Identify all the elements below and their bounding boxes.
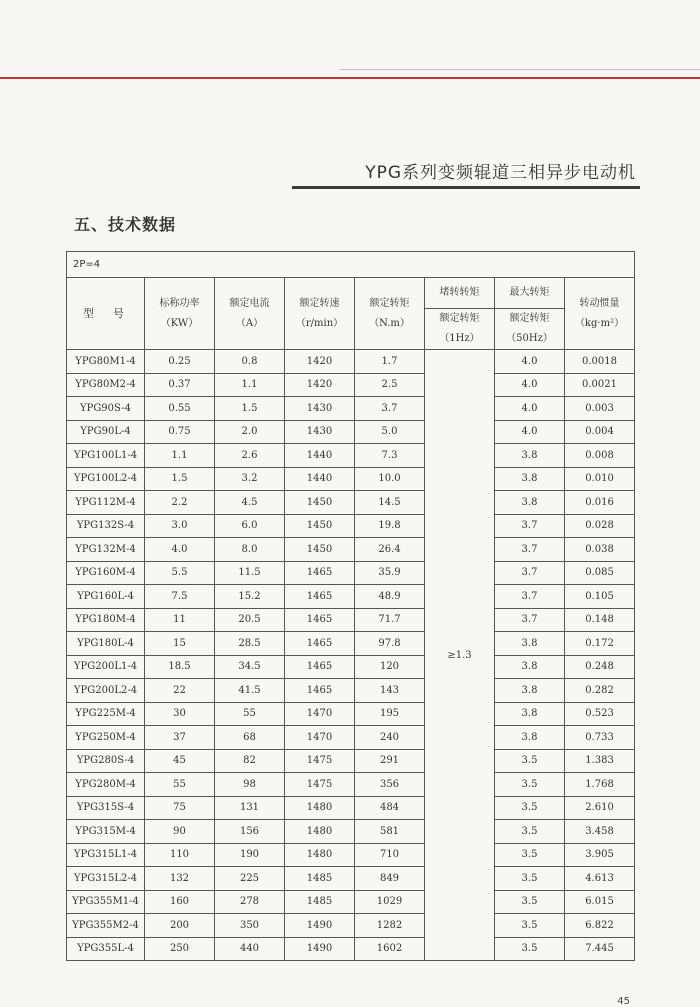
cell-current: 20.5 <box>215 608 285 632</box>
cell-model: YPG315M-4 <box>67 820 145 844</box>
cell-model: YPG90L-4 <box>67 420 145 444</box>
cell-speed: 1465 <box>285 655 355 679</box>
cell-max-torque: 3.5 <box>495 890 565 914</box>
table-row <box>67 561 635 585</box>
cell-power: 1.1 <box>145 444 215 468</box>
cell-model: YPG160L-4 <box>67 585 145 609</box>
table-row <box>67 491 635 515</box>
cell-inertia: 0.282 <box>565 679 635 703</box>
cell-current: 190 <box>215 843 285 867</box>
cell-torque: 710 <box>355 843 425 867</box>
cell-max-torque: 4.0 <box>495 420 565 444</box>
cell-power: 30 <box>145 702 215 726</box>
cell-speed: 1480 <box>285 820 355 844</box>
cell-power: 11 <box>145 608 215 632</box>
cell-inertia: 0.148 <box>565 608 635 632</box>
cell-speed: 1480 <box>285 796 355 820</box>
table-row <box>67 420 635 444</box>
cell-current: 278 <box>215 890 285 914</box>
cell-max-torque: 3.7 <box>495 608 565 632</box>
cell-max-torque: 3.8 <box>495 632 565 656</box>
section-heading: 五、技术数据 <box>74 215 177 234</box>
col-header-speed-unit: （r/min） <box>295 317 344 329</box>
table-row <box>67 585 635 609</box>
cell-current: 350 <box>215 914 285 938</box>
cell-current: 15.2 <box>215 585 285 609</box>
cell-inertia: 0.008 <box>565 444 635 468</box>
cell-power: 45 <box>145 749 215 773</box>
cell-torque: 1602 <box>355 937 425 961</box>
cell-max-torque: 3.8 <box>495 679 565 703</box>
cell-current: 82 <box>215 749 285 773</box>
cell-model: YPG355M2-4 <box>67 914 145 938</box>
cell-inertia: 0.0018 <box>565 350 635 374</box>
cell-current: 156 <box>215 820 285 844</box>
table-row <box>67 914 635 938</box>
col-header-torque <box>355 278 425 350</box>
cell-model: YPG90S-4 <box>67 397 145 421</box>
cell-max-torque: 4.0 <box>495 350 565 374</box>
title-underline <box>292 186 640 189</box>
cell-max-torque: 3.5 <box>495 820 565 844</box>
cell-max-torque: 3.7 <box>495 514 565 538</box>
cell-torque: 240 <box>355 726 425 750</box>
cell-model: YPG132M-4 <box>67 538 145 562</box>
col-header-speed <box>285 278 355 350</box>
cell-inertia: 0.028 <box>565 514 635 538</box>
cell-speed: 1440 <box>285 467 355 491</box>
cell-torque: 1029 <box>355 890 425 914</box>
col-header-max-torque-label: 最大转矩 <box>509 287 550 298</box>
table-row <box>67 796 635 820</box>
series-title: YPG系列变频辊道三相异步电动机 <box>365 163 636 183</box>
col-header-max-torque-unit: （50Hz） <box>506 333 553 344</box>
cell-inertia: 0.0021 <box>565 373 635 397</box>
table-row <box>67 890 635 914</box>
cell-power: 37 <box>145 726 215 750</box>
cell-model: YPG355M1-4 <box>67 890 145 914</box>
col-header-model-label: 型 号 <box>83 306 128 320</box>
cell-max-torque: 3.8 <box>495 491 565 515</box>
cell-torque: 2.5 <box>355 373 425 397</box>
cell-model: YPG180L-4 <box>67 632 145 656</box>
cell-power: 0.25 <box>145 350 215 374</box>
col-header-max-torque <box>495 278 565 309</box>
cell-inertia: 0.016 <box>565 491 635 515</box>
col-header-power <box>145 278 215 350</box>
cell-power: 5.5 <box>145 561 215 585</box>
table-row <box>67 749 635 773</box>
cell-power: 15 <box>145 632 215 656</box>
cell-power: 132 <box>145 867 215 891</box>
cell-max-torque: 3.8 <box>495 702 565 726</box>
cell-max-torque: 3.7 <box>495 561 565 585</box>
table-row <box>67 679 635 703</box>
table-row <box>67 867 635 891</box>
cell-speed: 1490 <box>285 937 355 961</box>
cell-power: 22 <box>145 679 215 703</box>
cell-power: 75 <box>145 796 215 820</box>
cell-max-torque: 3.5 <box>495 867 565 891</box>
cell-current: 8.0 <box>215 538 285 562</box>
cell-inertia: 2.610 <box>565 796 635 820</box>
cell-model: YPG280M-4 <box>67 773 145 797</box>
cell-max-torque: 4.0 <box>495 397 565 421</box>
cell-torque: 849 <box>355 867 425 891</box>
col-header-power-label: 标称功率 <box>159 297 200 309</box>
cell-max-torque: 3.5 <box>495 796 565 820</box>
col-header-inertia-label: 转动惯量 <box>579 297 620 309</box>
table-row <box>67 655 635 679</box>
cell-power: 18.5 <box>145 655 215 679</box>
cell-speed: 1465 <box>285 632 355 656</box>
cell-speed: 1430 <box>285 420 355 444</box>
table-row <box>67 820 635 844</box>
table-row <box>67 773 635 797</box>
cell-model: YPG200L1-4 <box>67 655 145 679</box>
cell-current: 3.2 <box>215 467 285 491</box>
cell-torque: 35.9 <box>355 561 425 585</box>
col-header-max-torque-sub: 额定转矩 <box>509 313 550 324</box>
technical-data-table <box>66 251 635 961</box>
cell-power: 0.75 <box>145 420 215 444</box>
col-header-current-unit: （A） <box>235 317 264 329</box>
cell-current: 11.5 <box>215 561 285 585</box>
cell-power: 110 <box>145 843 215 867</box>
cell-speed: 1430 <box>285 397 355 421</box>
cell-inertia: 6.015 <box>565 890 635 914</box>
cell-speed: 1420 <box>285 373 355 397</box>
cell-inertia: 3.458 <box>565 820 635 844</box>
cell-speed: 1450 <box>285 514 355 538</box>
cell-current: 34.5 <box>215 655 285 679</box>
cell-torque: 19.8 <box>355 514 425 538</box>
cell-model: YPG280S-4 <box>67 749 145 773</box>
cell-max-torque: 3.8 <box>495 444 565 468</box>
cell-model: YPG315L1-4 <box>67 843 145 867</box>
cell-torque: 195 <box>355 702 425 726</box>
cell-max-torque: 3.5 <box>495 937 565 961</box>
cell-current: 2.0 <box>215 420 285 444</box>
cell-inertia: 6.822 <box>565 914 635 938</box>
cell-inertia: 0.038 <box>565 538 635 562</box>
cell-power: 250 <box>145 937 215 961</box>
cell-current: 55 <box>215 702 285 726</box>
cell-current: 225 <box>215 867 285 891</box>
cell-speed: 1470 <box>285 726 355 750</box>
cell-model: YPG225M-4 <box>67 702 145 726</box>
cell-inertia: 3.905 <box>565 843 635 867</box>
col-header-max-torque-ratio <box>495 309 565 350</box>
locked-torque-cell: ≥1.3 <box>425 350 495 961</box>
cell-speed: 1480 <box>285 843 355 867</box>
table-row <box>67 397 635 421</box>
cell-torque: 10.0 <box>355 467 425 491</box>
cell-speed: 1450 <box>285 538 355 562</box>
col-header-power-unit: （KW） <box>160 317 199 329</box>
cell-speed: 1450 <box>285 491 355 515</box>
cell-torque: 71.7 <box>355 608 425 632</box>
cell-model: YPG315L2-4 <box>67 867 145 891</box>
cell-torque: 26.4 <box>355 538 425 562</box>
cell-model: YPG80M2-4 <box>67 373 145 397</box>
col-header-locked-torque-label: 堵转转矩 <box>439 287 480 298</box>
cell-max-torque: 3.7 <box>495 585 565 609</box>
cell-inertia: 0.523 <box>565 702 635 726</box>
cell-inertia: 0.010 <box>565 467 635 491</box>
cell-inertia: 1.768 <box>565 773 635 797</box>
col-header-current <box>215 278 285 350</box>
table-row <box>67 350 635 374</box>
cell-torque: 291 <box>355 749 425 773</box>
cell-current: 2.6 <box>215 444 285 468</box>
cell-model: YPG80M1-4 <box>67 350 145 374</box>
cell-power: 0.55 <box>145 397 215 421</box>
cell-inertia: 0.105 <box>565 585 635 609</box>
cell-speed: 1485 <box>285 890 355 914</box>
col-header-inertia-unit: （kg·m²） <box>574 317 625 329</box>
cell-speed: 1490 <box>285 914 355 938</box>
cell-max-torque: 3.8 <box>495 655 565 679</box>
cell-max-torque: 4.0 <box>495 373 565 397</box>
cell-torque: 484 <box>355 796 425 820</box>
cell-speed: 1465 <box>285 585 355 609</box>
cell-inertia: 0.003 <box>565 397 635 421</box>
cell-max-torque: 3.8 <box>495 726 565 750</box>
cell-max-torque: 3.5 <box>495 843 565 867</box>
cell-torque: 356 <box>355 773 425 797</box>
cell-current: 0.8 <box>215 350 285 374</box>
cell-model: YPG200L2-4 <box>67 679 145 703</box>
cell-model: YPG132S-4 <box>67 514 145 538</box>
table-row <box>67 373 635 397</box>
col-header-locked-torque-unit: （1Hz） <box>439 333 480 344</box>
cell-model: YPG250M-4 <box>67 726 145 750</box>
cell-torque: 120 <box>355 655 425 679</box>
cell-speed: 1475 <box>285 773 355 797</box>
cell-current: 28.5 <box>215 632 285 656</box>
cell-power: 90 <box>145 820 215 844</box>
table-row <box>67 444 635 468</box>
col-header-inertia <box>565 278 635 350</box>
cell-inertia: 1.383 <box>565 749 635 773</box>
cell-power: 1.5 <box>145 467 215 491</box>
table-row <box>67 538 635 562</box>
cell-torque: 1282 <box>355 914 425 938</box>
table-row <box>67 937 635 961</box>
page-number: 45 <box>617 996 630 1007</box>
cell-inertia: 4.613 <box>565 867 635 891</box>
cell-torque: 143 <box>355 679 425 703</box>
cell-speed: 1465 <box>285 608 355 632</box>
pole-row <box>67 252 635 278</box>
col-header-torque-label: 额定转矩 <box>369 297 410 309</box>
cell-torque: 14.5 <box>355 491 425 515</box>
table-row <box>67 702 635 726</box>
cell-power: 3.0 <box>145 514 215 538</box>
cell-model: YPG180M-4 <box>67 608 145 632</box>
cell-inertia: 0.733 <box>565 726 635 750</box>
col-header-locked-torque-sub: 额定转矩 <box>439 313 480 324</box>
cell-torque: 581 <box>355 820 425 844</box>
cell-power: 200 <box>145 914 215 938</box>
cell-max-torque: 3.5 <box>495 749 565 773</box>
cell-current: 6.0 <box>215 514 285 538</box>
cell-torque: 97.8 <box>355 632 425 656</box>
table-row <box>67 467 635 491</box>
header-row-1 <box>67 278 635 309</box>
cell-current: 4.5 <box>215 491 285 515</box>
cell-model: YPG160M-4 <box>67 561 145 585</box>
cell-current: 1.5 <box>215 397 285 421</box>
cell-speed: 1465 <box>285 561 355 585</box>
col-header-current-label: 额定电流 <box>229 297 270 309</box>
cell-current: 440 <box>215 937 285 961</box>
cell-power: 4.0 <box>145 538 215 562</box>
cell-inertia: 0.085 <box>565 561 635 585</box>
cell-power: 2.2 <box>145 491 215 515</box>
cell-speed: 1475 <box>285 749 355 773</box>
cell-max-torque: 3.5 <box>495 773 565 797</box>
cell-power: 55 <box>145 773 215 797</box>
cell-power: 0.37 <box>145 373 215 397</box>
col-header-locked-torque-ratio <box>425 309 495 350</box>
cell-inertia: 7.445 <box>565 937 635 961</box>
cell-speed: 1485 <box>285 867 355 891</box>
cell-torque: 7.3 <box>355 444 425 468</box>
table-body <box>67 350 635 961</box>
col-header-locked-torque <box>425 278 495 309</box>
cell-model: YPG315S-4 <box>67 796 145 820</box>
cell-current: 98 <box>215 773 285 797</box>
cell-torque: 5.0 <box>355 420 425 444</box>
table-row <box>67 726 635 750</box>
cell-inertia: 0.248 <box>565 655 635 679</box>
cell-speed: 1465 <box>285 679 355 703</box>
header-red-rule <box>0 77 700 79</box>
cell-model: YPG100L1-4 <box>67 444 145 468</box>
cell-model: YPG355L-4 <box>67 937 145 961</box>
cell-power: 7.5 <box>145 585 215 609</box>
table-row <box>67 608 635 632</box>
cell-current: 68 <box>215 726 285 750</box>
cell-model: YPG112M-4 <box>67 491 145 515</box>
col-header-torque-unit: （N.m） <box>369 317 410 329</box>
col-header-speed-label: 额定转速 <box>299 297 340 309</box>
table-row <box>67 843 635 867</box>
cell-current: 131 <box>215 796 285 820</box>
table-row <box>67 514 635 538</box>
cell-power: 160 <box>145 890 215 914</box>
cell-current: 41.5 <box>215 679 285 703</box>
cell-current: 1.1 <box>215 373 285 397</box>
cell-model: YPG100L2-4 <box>67 467 145 491</box>
cell-inertia: 0.004 <box>565 420 635 444</box>
cell-speed: 1470 <box>285 702 355 726</box>
cell-torque: 3.7 <box>355 397 425 421</box>
cell-inertia: 0.172 <box>565 632 635 656</box>
header-faint-rule <box>340 69 700 70</box>
cell-max-torque: 3.5 <box>495 914 565 938</box>
cell-max-torque: 3.8 <box>495 467 565 491</box>
cell-speed: 1440 <box>285 444 355 468</box>
table-row <box>67 632 635 656</box>
col-header-model <box>67 278 145 350</box>
pole-label: 2P=4 <box>67 252 635 278</box>
cell-max-torque: 3.7 <box>495 538 565 562</box>
cell-torque: 48.9 <box>355 585 425 609</box>
cell-torque: 1.7 <box>355 350 425 374</box>
cell-speed: 1420 <box>285 350 355 374</box>
